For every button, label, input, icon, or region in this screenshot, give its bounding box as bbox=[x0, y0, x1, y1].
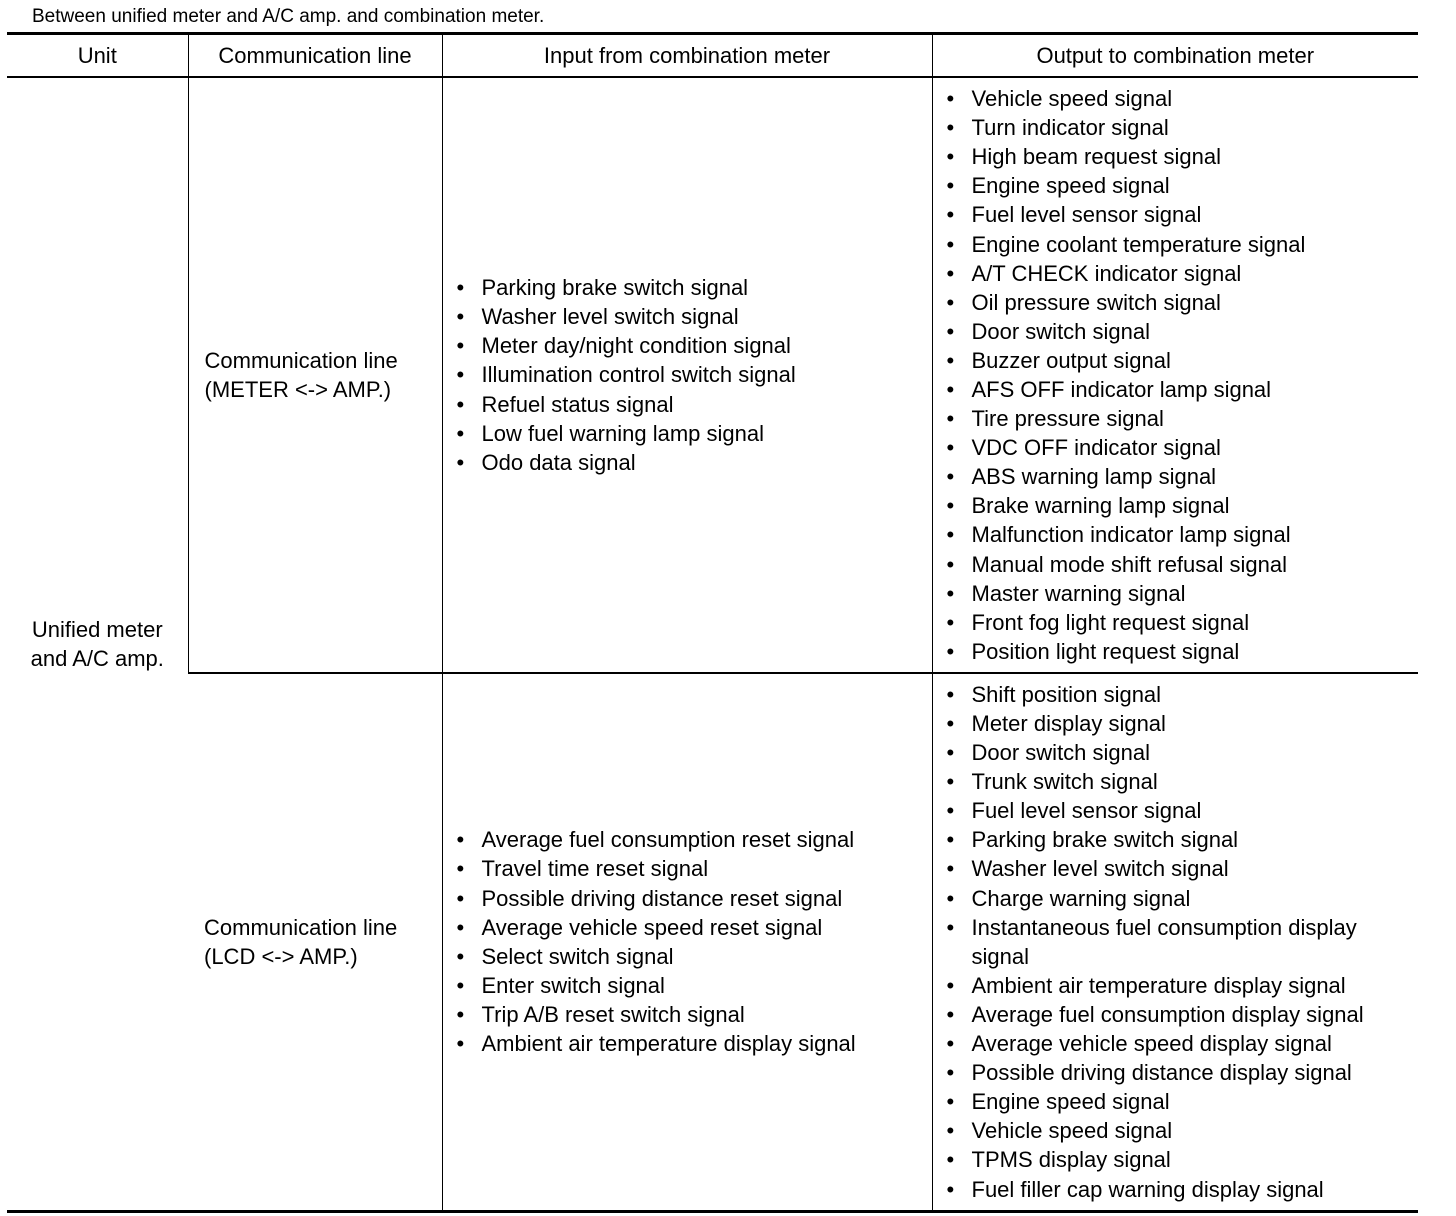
signal-name: Average vehicle speed display signal bbox=[971, 1031, 1332, 1057]
signal-list-item bbox=[947, 1029, 1413, 1058]
signal-name: Trunk switch signal bbox=[971, 769, 1158, 795]
signal-name: Door switch signal bbox=[971, 318, 1151, 344]
bullet-icon: • bbox=[946, 638, 955, 664]
signal-list-item bbox=[947, 171, 1413, 200]
signal-name: VDC OFF indicator signal bbox=[971, 435, 1221, 461]
output-signal-list bbox=[933, 79, 1419, 671]
bullet-icon: • bbox=[946, 1001, 955, 1027]
bullet-icon: • bbox=[456, 1001, 465, 1027]
unit-label bbox=[7, 615, 188, 673]
bullet-icon: • bbox=[456, 972, 465, 998]
bullet-icon: • bbox=[946, 856, 955, 882]
signal-list-item bbox=[947, 913, 1413, 971]
signal-name: Vehicle speed signal bbox=[971, 1118, 1173, 1144]
signal-name: Possible driving distance display signal bbox=[971, 1060, 1352, 1086]
signal-name: Position light request signal bbox=[971, 638, 1240, 664]
signal-list-item bbox=[947, 259, 1413, 288]
signal-name: Possible driving distance reset signal bbox=[481, 885, 843, 911]
signal-list-item bbox=[947, 608, 1413, 637]
bullet-icon: • bbox=[456, 275, 465, 301]
signal-name: A/T CHECK indicator signal bbox=[971, 260, 1242, 286]
input-cell bbox=[442, 673, 932, 1211]
signal-name: Trip A/B reset switch signal bbox=[481, 1001, 745, 1027]
communication-line-name: Communication line bbox=[204, 348, 398, 373]
input-cell bbox=[442, 77, 932, 673]
bullet-icon: • bbox=[456, 856, 465, 882]
signal-table bbox=[7, 32, 1418, 1213]
signal-list-item bbox=[947, 84, 1413, 113]
communication-line-cell bbox=[188, 77, 442, 673]
signal-list-item bbox=[947, 854, 1413, 883]
signal-list-item bbox=[457, 419, 926, 448]
bullet-icon: • bbox=[456, 420, 465, 446]
signal-name: Odo data signal bbox=[481, 449, 636, 475]
signal-list-item bbox=[947, 113, 1413, 142]
signal-list-item bbox=[947, 462, 1413, 491]
output-cell bbox=[932, 77, 1418, 673]
signal-name: Oil pressure switch signal bbox=[971, 289, 1221, 315]
signal-list-item bbox=[947, 317, 1413, 346]
signal-name: Manual mode shift refusal signal bbox=[971, 551, 1287, 577]
bullet-icon: • bbox=[456, 304, 465, 330]
communication-line-cell bbox=[188, 673, 442, 1211]
signal-name: Master warning signal bbox=[971, 580, 1186, 606]
bullet-icon: • bbox=[946, 522, 955, 548]
signal-name: Engine speed signal bbox=[971, 1089, 1170, 1115]
communication-line-label bbox=[188, 913, 442, 971]
table-row bbox=[7, 673, 1418, 1211]
signal-list-item bbox=[947, 288, 1413, 317]
bullet-icon: • bbox=[946, 740, 955, 766]
bullet-icon: • bbox=[946, 289, 955, 315]
signal-name: TPMS display signal bbox=[971, 1147, 1171, 1173]
signal-name: Enter switch signal bbox=[481, 972, 665, 998]
bullet-icon: • bbox=[946, 1176, 955, 1202]
signal-list-item bbox=[947, 1145, 1413, 1174]
bullet-icon: • bbox=[946, 86, 955, 112]
bullet-icon: • bbox=[946, 435, 955, 461]
signal-list-item bbox=[947, 1175, 1413, 1204]
signal-name: Refuel status signal bbox=[481, 391, 674, 417]
communication-line-name: Communication line bbox=[204, 914, 398, 940]
bullet-icon: • bbox=[946, 1060, 955, 1086]
signal-name: Ambient air temperature display signal bbox=[971, 972, 1346, 998]
signal-list-item bbox=[947, 550, 1413, 579]
bullet-icon: • bbox=[946, 1118, 955, 1144]
header-unit: Unit bbox=[7, 34, 188, 78]
signal-list-item bbox=[947, 230, 1413, 259]
bullet-icon: • bbox=[946, 377, 955, 402]
bullet-icon: • bbox=[946, 1089, 955, 1115]
signal-name: Select switch signal bbox=[481, 943, 674, 969]
signal-list-item bbox=[457, 302, 926, 331]
header-row bbox=[7, 34, 1418, 78]
bullet-icon: • bbox=[946, 493, 955, 519]
input-signal-list bbox=[443, 273, 932, 477]
signal-list-item bbox=[457, 913, 926, 942]
signal-list-item bbox=[457, 884, 926, 913]
signal-list-item bbox=[947, 491, 1413, 520]
signal-name: Turn indicator signal bbox=[971, 115, 1169, 141]
signal-list-item bbox=[457, 273, 926, 302]
bullet-icon: • bbox=[946, 144, 955, 170]
signal-name: High beam request signal bbox=[971, 144, 1221, 170]
signal-name: Charge warning signal bbox=[971, 885, 1191, 911]
signal-list-item bbox=[947, 884, 1413, 913]
bullet-icon: • bbox=[946, 260, 955, 286]
signal-list-item bbox=[947, 637, 1413, 666]
bullet-icon: • bbox=[456, 885, 465, 911]
signal-list-item bbox=[947, 680, 1413, 709]
input-signal-list bbox=[443, 825, 932, 1058]
bullet-icon: • bbox=[456, 449, 465, 475]
signal-list-item bbox=[457, 390, 926, 419]
signal-name: Ambient air temperature display signal bbox=[481, 1031, 856, 1057]
signal-name: Fuel level sensor signal bbox=[971, 202, 1202, 228]
bullet-icon: • bbox=[946, 318, 955, 344]
signal-list-item bbox=[457, 1000, 926, 1029]
bullet-icon: • bbox=[946, 827, 955, 853]
table-row bbox=[7, 77, 1418, 673]
unit-label-line: Unified meter bbox=[31, 616, 163, 642]
bullet-icon: • bbox=[946, 1147, 955, 1173]
signal-list-item bbox=[947, 346, 1413, 375]
signal-list-item bbox=[457, 331, 926, 360]
output-cell bbox=[932, 673, 1418, 1211]
bullet-icon: • bbox=[946, 464, 955, 490]
signal-list-item bbox=[457, 854, 926, 883]
bullet-icon: • bbox=[946, 798, 955, 824]
signal-name: Brake warning lamp signal bbox=[971, 493, 1230, 519]
signal-name: Illumination control switch signal bbox=[481, 362, 796, 388]
signal-name: Low fuel warning lamp signal bbox=[481, 420, 764, 446]
signal-list-item bbox=[947, 825, 1413, 854]
signal-name: Malfunction indicator lamp signal bbox=[971, 522, 1291, 548]
signal-name: Average vehicle speed reset signal bbox=[481, 914, 823, 940]
signal-list-item bbox=[947, 796, 1413, 825]
signal-list-item bbox=[947, 579, 1413, 608]
signal-list-item bbox=[947, 1058, 1413, 1087]
signal-name: Buzzer output signal bbox=[971, 347, 1171, 373]
signal-list-item bbox=[457, 971, 926, 1000]
bullet-icon: • bbox=[456, 333, 465, 359]
signal-list-item bbox=[457, 360, 926, 389]
signal-list-item bbox=[947, 520, 1413, 549]
bullet-icon: • bbox=[946, 972, 955, 998]
signal-name: Meter day/night condition signal bbox=[481, 333, 791, 359]
header-input: Input from combination meter bbox=[442, 34, 932, 78]
signal-name: Shift position signal bbox=[971, 681, 1162, 707]
signal-name: Travel time reset signal bbox=[481, 856, 709, 882]
signal-list-item bbox=[947, 200, 1413, 229]
bullet-icon: • bbox=[946, 231, 955, 257]
signal-name: Average fuel consumption display signal bbox=[971, 1001, 1364, 1027]
bullet-icon: • bbox=[456, 943, 465, 969]
signal-list-item bbox=[947, 738, 1413, 767]
bullet-icon: • bbox=[946, 115, 955, 141]
signal-list-item bbox=[947, 767, 1413, 796]
bullet-icon: • bbox=[946, 914, 955, 940]
signal-name: ABS warning lamp signal bbox=[971, 464, 1217, 490]
signal-name: Parking brake switch signal bbox=[971, 827, 1239, 853]
signal-name: Meter display signal bbox=[971, 711, 1166, 736]
signal-name: Average fuel consumption reset signal bbox=[481, 827, 855, 853]
signal-name: AFS OFF indicator lamp signal bbox=[971, 377, 1272, 402]
bullet-icon: • bbox=[456, 362, 465, 388]
unit-cell bbox=[7, 77, 188, 1211]
signal-list-item bbox=[457, 942, 926, 971]
output-signal-list bbox=[933, 675, 1419, 1209]
bullet-icon: • bbox=[946, 173, 955, 199]
bullet-icon: • bbox=[946, 885, 955, 911]
bullet-icon: • bbox=[946, 609, 955, 635]
signal-name: Door switch signal bbox=[971, 740, 1151, 766]
bullet-icon: • bbox=[946, 711, 955, 736]
signal-list-item bbox=[947, 1116, 1413, 1145]
signal-name: Instantaneous fuel consumption display signal bbox=[971, 914, 1357, 969]
signal-name: Tire pressure signal bbox=[971, 406, 1164, 432]
bullet-icon: • bbox=[946, 347, 955, 373]
signal-name: Washer level switch signal bbox=[481, 304, 739, 330]
signal-list-item bbox=[947, 1087, 1413, 1116]
signal-name: Fuel level sensor signal bbox=[971, 798, 1202, 824]
bullet-icon: • bbox=[456, 914, 465, 940]
bullet-icon: • bbox=[456, 1031, 465, 1057]
bullet-icon: • bbox=[946, 769, 955, 795]
signal-list-item bbox=[947, 971, 1413, 1000]
bullet-icon: • bbox=[456, 391, 465, 417]
bullet-icon: • bbox=[456, 827, 465, 853]
communication-line-endpoints: (METER <-> AMP.) bbox=[204, 377, 392, 402]
bullet-icon: • bbox=[946, 1031, 955, 1057]
signal-name: Fuel filler cap warning display signal bbox=[971, 1176, 1324, 1202]
header-communication-line: Communication line bbox=[188, 34, 442, 78]
bullet-icon: • bbox=[946, 202, 955, 228]
communication-line-label bbox=[189, 346, 442, 404]
signal-list-item bbox=[457, 825, 926, 854]
signal-name: Front fog light request signal bbox=[971, 609, 1250, 635]
signal-name: Vehicle speed signal bbox=[971, 86, 1173, 112]
signal-list-item bbox=[457, 448, 926, 477]
signal-list-item bbox=[947, 709, 1413, 738]
signal-name: Engine coolant temperature signal bbox=[971, 231, 1306, 257]
signal-list-item bbox=[947, 433, 1413, 462]
signal-list-item bbox=[947, 142, 1413, 171]
bullet-icon: • bbox=[946, 406, 955, 432]
signal-list-item bbox=[947, 404, 1413, 433]
bullet-icon: • bbox=[946, 551, 955, 577]
communication-line-endpoints: (LCD <-> AMP.) bbox=[204, 943, 358, 969]
table-caption: Between unified meter and A/C amp. and combination meter. bbox=[32, 6, 545, 27]
signal-list-item bbox=[947, 1000, 1413, 1029]
unit-label-line: and A/C amp. bbox=[30, 645, 164, 671]
signal-name: Engine speed signal bbox=[971, 173, 1170, 199]
signal-list-item bbox=[947, 375, 1413, 404]
bullet-icon: • bbox=[946, 681, 955, 707]
bullet-icon: • bbox=[946, 580, 955, 606]
header-output: Output to combination meter bbox=[932, 34, 1418, 78]
signal-name: Parking brake switch signal bbox=[481, 275, 749, 301]
signal-name: Washer level switch signal bbox=[971, 856, 1229, 882]
signal-list-item bbox=[457, 1029, 926, 1058]
